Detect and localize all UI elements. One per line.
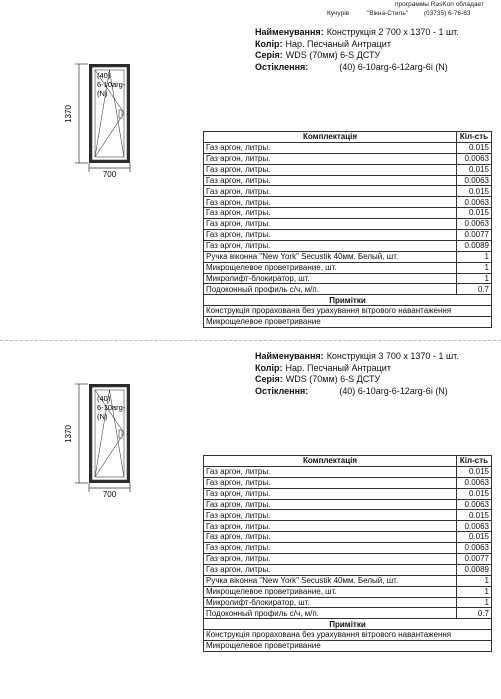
dim-width-1: 700 bbox=[102, 170, 117, 179]
notes-header: Примітки bbox=[204, 295, 492, 306]
glass-label-2c: (N) bbox=[97, 412, 108, 421]
company-header bbox=[327, 10, 470, 17]
table-row: Газ аргон, литры. 0.0089 bbox=[204, 564, 492, 575]
name-line: Найменування: Конструкція 2 700 x 1370 - 1 шт. bbox=[255, 27, 459, 37]
table-row: Газ аргон, литры. 0.015 bbox=[204, 142, 492, 153]
table-row: Микрощелевое проветривание, шт. 1 bbox=[204, 586, 492, 597]
color-line: Колір: Нар. Песчаный Антрацит bbox=[255, 38, 391, 49]
table-row: Микролифт-блокиратор, шт. 1 bbox=[204, 273, 492, 284]
series-line: Серія: WDS (70мм) 6-S ДСТУ bbox=[255, 374, 381, 384]
glass-label-1c: (N) bbox=[97, 89, 108, 98]
color-line: Колір: Нар. Песчаный Антрацит bbox=[255, 362, 391, 373]
series-line: Серія: WDS (70мм) 6-S ДСТУ bbox=[255, 50, 381, 60]
table-row: Газ аргон, литры. 0.0063 bbox=[204, 543, 492, 554]
spec-table-1 bbox=[203, 131, 492, 328]
glass-label-1b: 6-10arg- bbox=[97, 80, 126, 89]
window-drawing-1 bbox=[60, 50, 160, 180]
glazing-line: Остіклення: (40) 6-10arg-6-12arg-6i (N) bbox=[255, 385, 448, 396]
company-city: Кучурів bbox=[327, 10, 350, 17]
table-row: Газ аргон, литры. 0.0063 bbox=[204, 219, 492, 230]
table-row: Микролифт-блокиратор, шт. 1 bbox=[204, 597, 492, 608]
dim-height-1: 1370 bbox=[64, 105, 73, 123]
program-note: программы RasKon обладает bbox=[395, 1, 484, 8]
notes-header-row bbox=[204, 295, 492, 306]
table-row: Газ аргон, литры. 0.0063 bbox=[204, 153, 492, 164]
notes-header-row bbox=[204, 619, 492, 630]
table-header bbox=[204, 132, 492, 143]
table-row: Газ аргон, литры. 0.015 bbox=[204, 164, 492, 175]
header-item: Комплектація bbox=[204, 132, 457, 143]
table-row: Газ аргон, литры. 0.015 bbox=[204, 488, 492, 499]
glass-label-2b: 6-10arg- bbox=[97, 403, 126, 412]
table-header bbox=[204, 456, 492, 467]
table-row: Ручка віконна "New York" Secustik 40мм. Белый, шт. 1 bbox=[204, 251, 492, 262]
window-drawing-2 bbox=[60, 370, 160, 500]
dim-width-2: 700 bbox=[102, 490, 117, 499]
construction-info-1 bbox=[255, 27, 459, 73]
table-row: Газ аргон, литры. 0.015 bbox=[204, 208, 492, 219]
table-row: Газ аргон, литры. 0.0063 bbox=[204, 175, 492, 186]
table-row: Подоконный профиль с/ч, м/п. 0.7 bbox=[204, 608, 492, 619]
table-row: Газ аргон, литры. 0.0077 bbox=[204, 554, 492, 565]
notes-header: Примітки bbox=[204, 619, 492, 630]
header-qty: Кіл-сть bbox=[457, 132, 492, 143]
dim-height-2: 1370 bbox=[64, 425, 73, 443]
note-row: Конструкція прорахована без урахування вітрового навантаження bbox=[204, 630, 492, 641]
header-item: Комплектація bbox=[204, 456, 457, 467]
table-row: Газ аргон, литры. 0.0077 bbox=[204, 230, 492, 241]
table-row: Микрощелевое проветривание, шт. 1 bbox=[204, 262, 492, 273]
note-row: Конструкція прорахована без урахування вітрового навантаження bbox=[204, 306, 492, 317]
section-divider bbox=[0, 340, 501, 341]
spec-table-2 bbox=[203, 455, 492, 652]
header-qty: Кіл-сть bbox=[457, 456, 492, 467]
table-row: Газ аргон, литры. 0.0063 bbox=[204, 521, 492, 532]
note-row: Микрощелевое проветривание bbox=[204, 641, 492, 652]
construction-info-2 bbox=[255, 351, 459, 397]
glass-label-1a: (40) bbox=[97, 71, 111, 80]
glass-label-2a: (40) bbox=[97, 394, 111, 403]
table-row: Газ аргон, литры. 0.015 bbox=[204, 186, 492, 197]
table-row: Газ аргон, литры. 0.0063 bbox=[204, 499, 492, 510]
program-header bbox=[395, 1, 484, 8]
table-row: Газ аргон, литры. 0.015 bbox=[204, 532, 492, 543]
glazing-line: Остіклення: (40) 6-10arg-6-12arg-6i (N) bbox=[255, 61, 448, 72]
table-row: Подоконный профиль с/ч, м/п. 0.7 bbox=[204, 284, 492, 295]
note-row: Микрощелевое проветривание bbox=[204, 317, 492, 328]
company-name: "Вікна-Стиль" bbox=[366, 10, 409, 17]
table-row: Газ аргон, литры. 0.015 bbox=[204, 466, 492, 477]
table-row: Газ аргон, литры. 0.0063 bbox=[204, 197, 492, 208]
company-phone: (03735) 6-76-63 bbox=[423, 10, 471, 17]
table-row: Ручка віконна "New York" Secustik 40мм. Белый, шт. 1 bbox=[204, 575, 492, 586]
table-row: Газ аргон, литры. 0.0089 bbox=[204, 240, 492, 251]
table-row: Газ аргон, литры. 0.015 bbox=[204, 510, 492, 521]
name-line: Найменування: Конструкція 3 700 x 1370 - 1 шт. bbox=[255, 351, 459, 361]
table-row: Газ аргон, литры. 0.0063 bbox=[204, 477, 492, 488]
